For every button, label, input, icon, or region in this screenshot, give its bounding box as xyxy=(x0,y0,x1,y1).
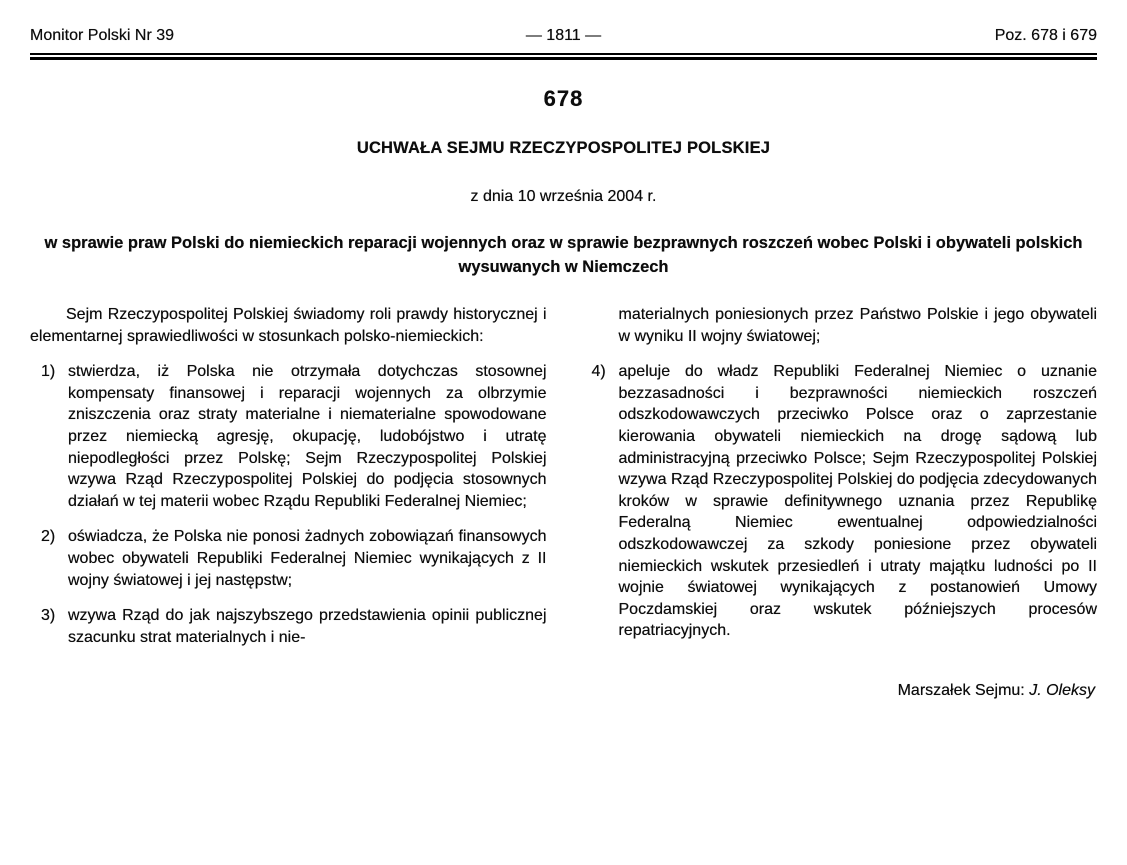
act-date-line: z dnia 10 września 2004 r. xyxy=(470,188,657,205)
header-divider-rule xyxy=(30,53,1097,60)
position-ref: Poz. 678 i 679 xyxy=(994,27,1097,44)
signature-line xyxy=(581,680,1098,702)
list-item-3 xyxy=(30,605,547,648)
list-item-1 xyxy=(30,361,547,512)
body-columns xyxy=(30,304,1097,702)
act-type-heading: UCHWAŁA SEJMU RZECZYPOSPOLITEJ POLSKIEJ xyxy=(356,139,771,157)
item-2-text: oświadcza, że Polska nie ponosi żadnych zobowiązań finansowych wobec obywateli Republiki Federalnej Niemiec wynikających z II wojny światowej i jej następstw; xyxy=(68,528,547,589)
item-1-number: 1) xyxy=(41,363,56,381)
item-2-number: 2) xyxy=(41,528,56,546)
item-4-number: 4) xyxy=(591,363,606,381)
signature-name: J. Oleksy xyxy=(1029,681,1095,699)
list-item-4 xyxy=(581,361,1098,642)
act-subject-line: w sprawie praw Polski do niemieckich reparacji wojennych oraz w sprawie bezprawnych roszczeń wobec Polski i obywateli polskich wysuwanych w Niemczech xyxy=(44,234,1083,276)
running-header xyxy=(30,27,1097,45)
signature-label: Marszałek Sejmu: xyxy=(897,681,1025,699)
item-4-text: apeluje do władz Republiki Federalnej Niemiec o uznanie bezzasadności i bezprawności niemieckich roszczeń odszkodowawczych przeciwko Polsce oraz o zaprzestanie kierowania obywateli niemieckich na drogę sądową lub administracyjną przeciwko Polsce; Sejm Rzeczypospolitej Polskiej wzywa Rząd Rzeczypospolitej Polskiej do podjęcia zdecydowanych kroków w sprawie definitywnego uznania przez Republikę Federalną Niemiec ewentualnej odpowiedzialności odszkodowawczej za szkody poniesione przez obywateli niemieckich wskutek przesiedleń i utraty majątku ludności po II wojnie światowej wynikających z postanowień Umowy Poczdamskiej oraz wskutek późniejszych procesów repatriacyjnych. xyxy=(618,363,1097,640)
journal-title: Monitor Polski Nr 39 xyxy=(30,27,175,44)
intro-paragraph: Sejm Rzeczypospolitej Polskiej świadomy roli prawdy historycznej i elementarnej sprawiedliwości w stosunkach polsko-niemieckich: xyxy=(30,306,547,345)
item-3-continuation: materialnych poniesionych przez Państwo Polskie i jego obywateli w wyniku II wojny światowej; xyxy=(618,306,1097,345)
list-item-2 xyxy=(30,526,547,591)
item-3-number: 3) xyxy=(41,607,56,625)
left-column xyxy=(30,304,547,702)
right-column xyxy=(581,304,1098,702)
act-number: 678 xyxy=(543,86,584,111)
page-number: — 1811 — xyxy=(525,27,602,44)
item-1-text: stwierdza, iż Polska nie otrzymała dotychczas stosownej kompensaty finansowej i reparacji wojennych za olbrzymie zniszczenia oraz straty materialne i niematerialne spowodowane przez niemiecką agresję, okupację, ludobójstwo i utratę niepodległości przez Polskę; Sejm Rzeczypospolitej Polskiej wzywa Rząd Rzeczypospolitej Polskiej do podjęcia stosownych działań w tej materii wobec Rządu Republiki Federalnej Niemiec; xyxy=(68,363,547,510)
item-3-text: wzywa Rząd do jak najszybszego przedstawienia opinii publicznej szacunku strat materialnych i nie- xyxy=(68,607,547,646)
